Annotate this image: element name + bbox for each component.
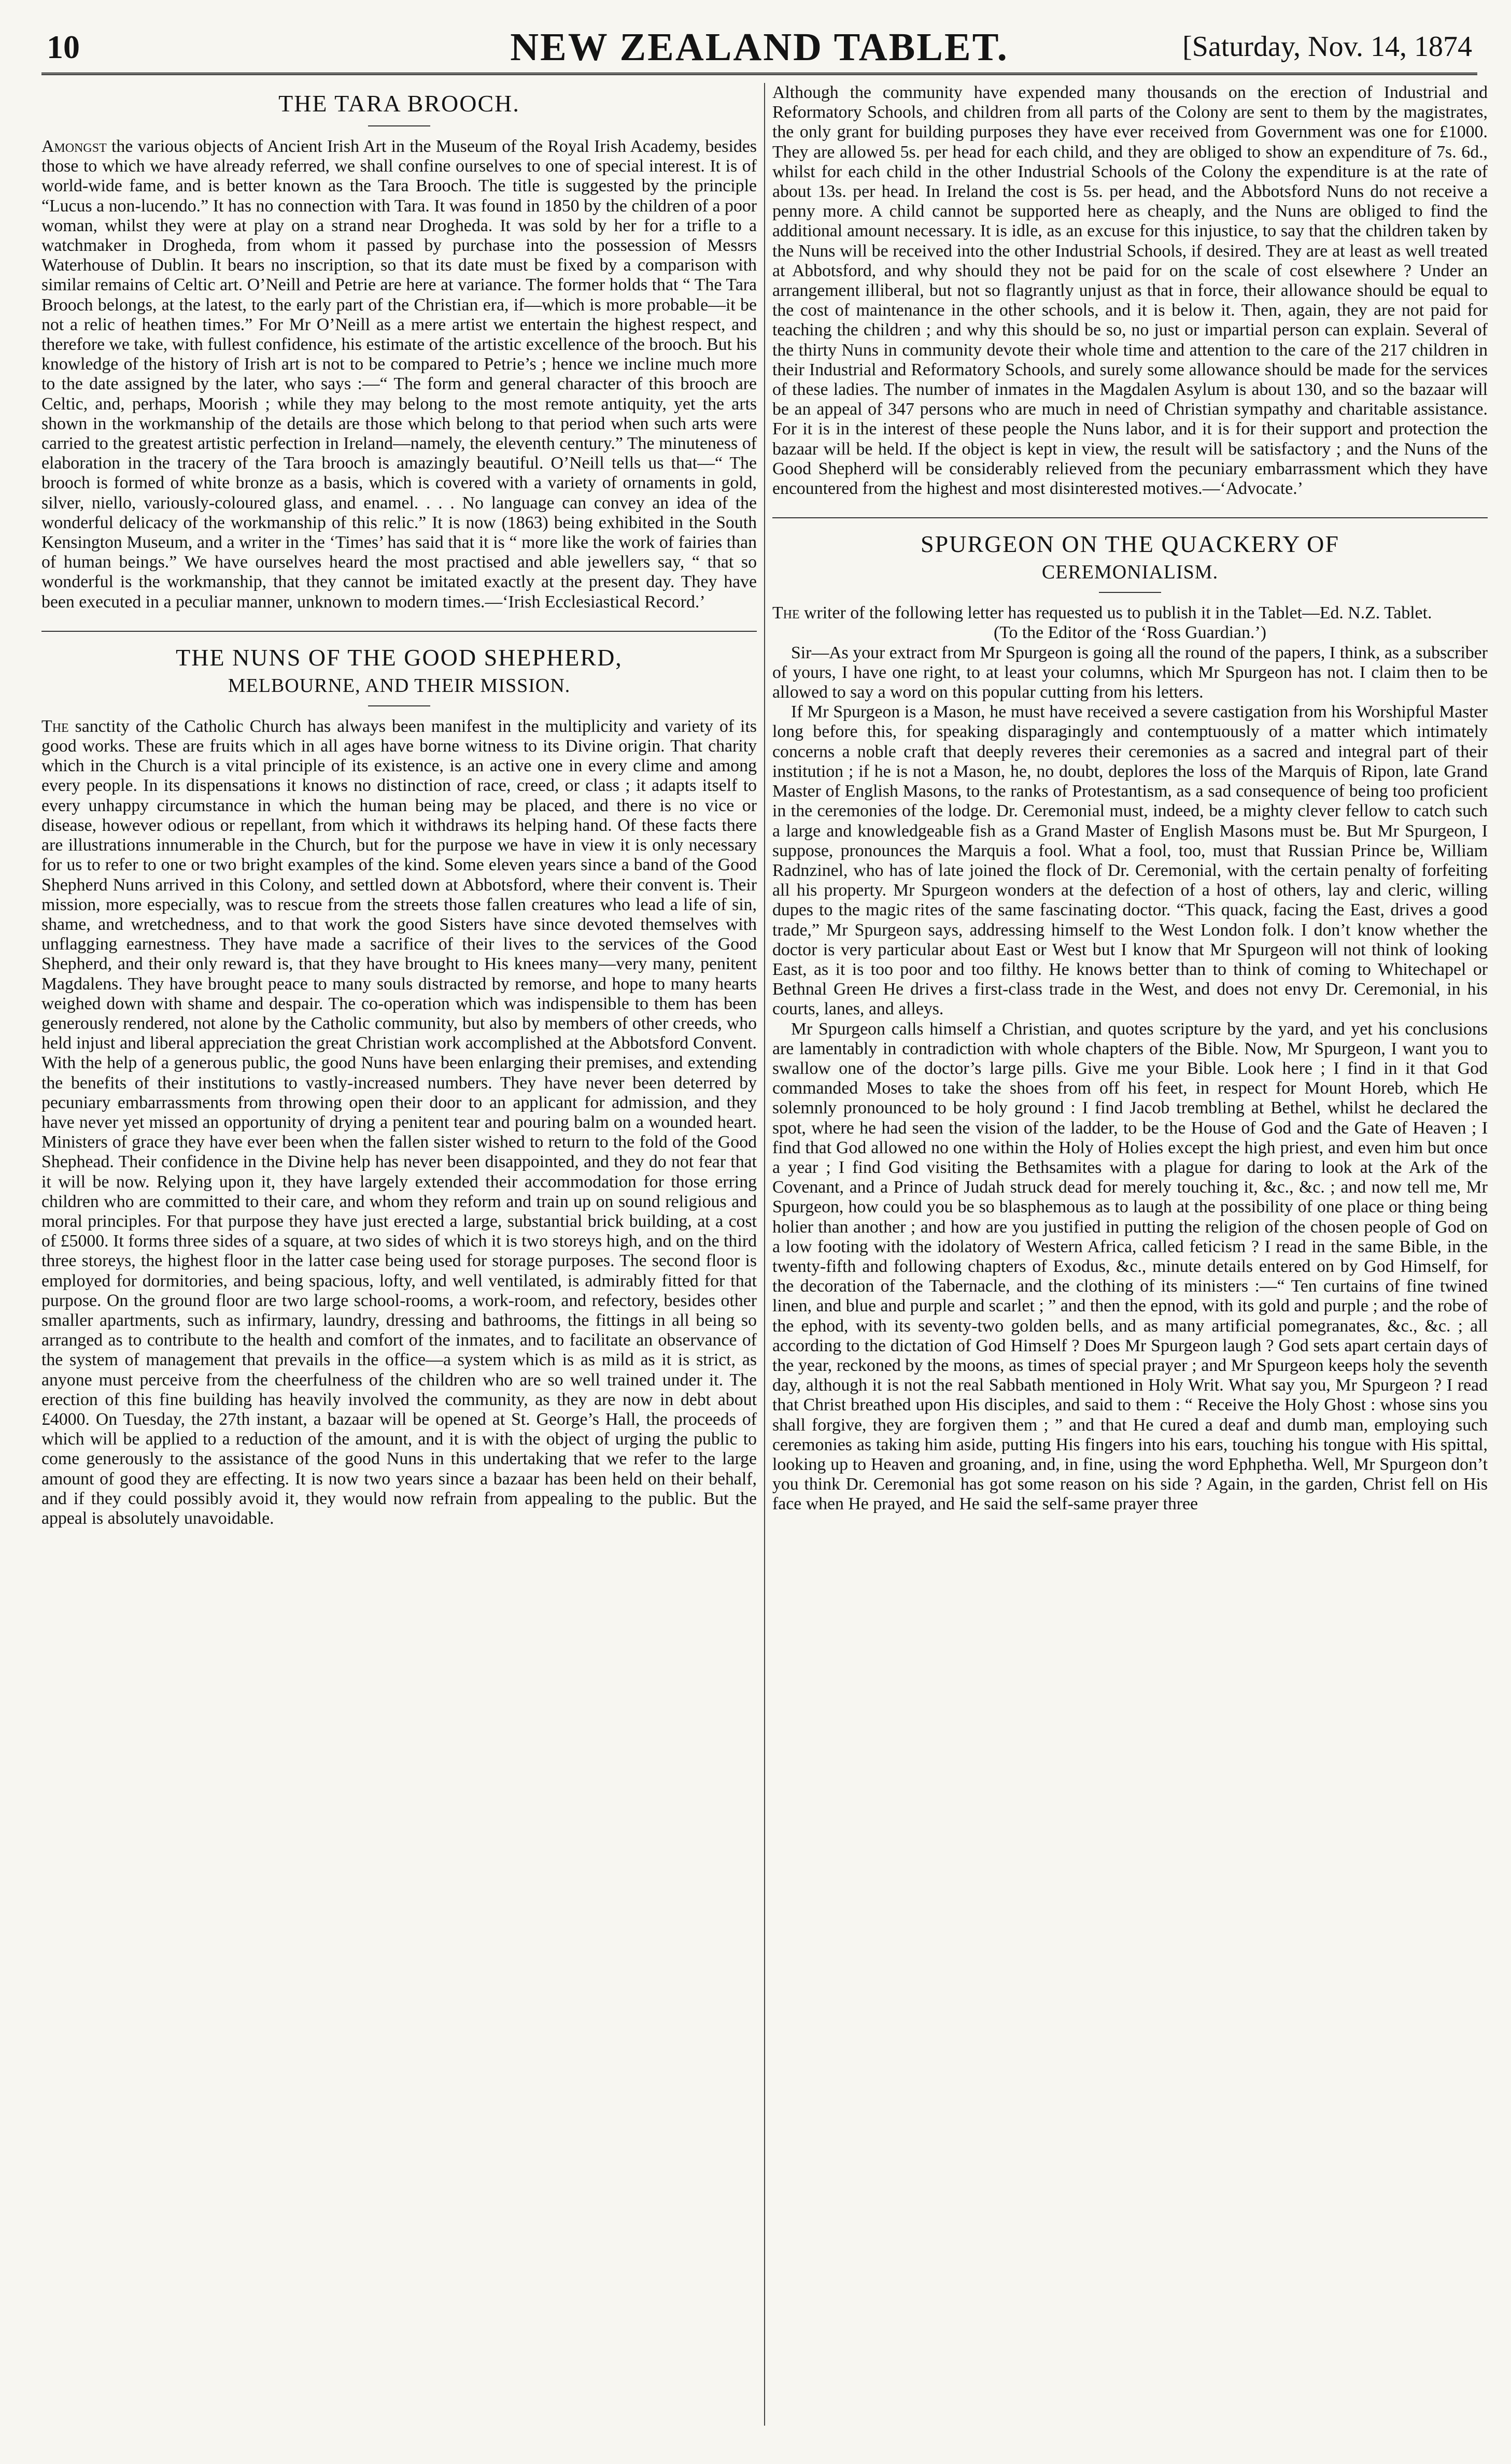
spurgeon-headline: SPURGEON ON THE QUACKERY OF [921,531,1339,558]
nuns-headline: THE NUNS OF THE GOOD SHEPHERD, [176,644,623,671]
section-divider [41,631,757,632]
masthead [41,21,1477,75]
section-divider [772,517,1488,518]
nuns-body-text: sanctity of the Catholic Church has always been manifest in the multiplicity and variety of its good works. These are fruits which in all ages have borne witness to its Divine origin. That charity which in the Church is a vital principle of its existence, is an active one in every clime and among every people. In its dispensations it knows no distinction of race, creed, or class ; it adapts itself to every unhappy circumstance in which the human being may be placed, and there is no vice or disease, however odious or repellant, from which it withdraws its helping hand. Of these facts there are illustrations innumerable in the Church, but for the purpose we have in view it is only necessary for us to refer to one or two bright examples of the kind. Some eleven years since a band of the Good Shepherd Nuns arrived in this Colony, and settled down at Abbotsford, where their convent is. Their mission, more especially, was to rescue from the streets those fallen creatures who lead a life of sin, shame, and wretchedness, and to that work the good Sisters have since devoted themselves with unflagging earnestness. They have made a sacrifice of their lives to the services of the Good Shepherd, and their only reward is, that they have brought to His knees many—very many, penitent Magdalens. They have brought peace to many souls distracted by remorse, and hope to many hearts weighed down with shame and despair. The co-operation which was indispensible to them has been generously rendered, not alone by the Catholic community, but also by members of other creeds, who held injust and liberal appreciation the great Christian work accomplished at the Abbotsford Convent. With the help of a generous public, the good Nuns have been enlarging their premises, and extending the benefits of their institutions to vastly-increased numbers. They have never been deterred by pecuniary embarrassments from throwing open their door to an applicant for admission, and they have never yet missed an opportunity of drying a penitent tear and pouring balm on a wounded heart. Ministers of grace they have ever been when the fallen sister wished to return to the fold of the Good Shephead. Their confidence in the Divine help has never been disappointed, and they do not fear that it will be now. Relying upon it, they have largely extended their accommodation for those erring children who are committed to their care, and whom they reform and train up on sound religious and moral principles. For that purpose they have just erected a large, substantial brick building, at a cost of £5000. It forms three sides of a square, at two sides of which it is two storeys high, and on the third three storeys, the highest floor in the latter case being used for storage purposes. The second floor is employed for dormitories, and being spacious, lofty, and well ventilated, is admirably fitted for that purpose. On the ground floor are two large school-rooms, a work-room, and refectory, besides other smaller apartments, such as infirmary, laundry, dressing and bathrooms, the fittings in all being so arranged as to contribute to the health and comfort of the inmates, and to facilitate an observance of the system of management that prevails in the office—a system which is as mild as it is strict, as anyone must perceive from the cheerfulness of the children who are so well trained under it. The erection of this fine building has heavily involved the community, as they are now in debt about £4000. On Tuesday, the 27th instant, a bazaar will be opened at St. George’s Hall, the proceeds of which will be applied to a reduction of the amount, and it is with the object of urging the public to come generously to the assistance of the good Nuns in this undertaking that we refer to the large amount of good they are effecting. It is now two years since a bazaar has been held on their behalf, and if they could possibly avoid it, they would now refrain from appealing to the public. But the appeal is absolutely unavoidable. [41,716,757,1528]
spurgeon-intro-text: writer of the following letter has requested us to publish it in the Tablet—Ed. N.Z. Tablet. [804,603,1432,623]
spurgeon-intro-lead: The [772,603,800,623]
headline-rule [368,125,430,126]
nuns-continuation: Although the community have expended many thousands on the erection of Industrial and Reformatory Schools, and children from all parts of the Colony are sent to them by the magistrates, the only grant for building purposes they have ever received from Government was one for £1000. They are allowed 5s. per head for each child, and they are obliged to show an expenditure of 7s. 6d., whilst for each child in the other Industrial Schools of the Colony the expenditure is at the rate of about 13s. per head. In Ireland the cost is 5s. per head, and the Abbotsford Nuns do not receive a penny more. A child cannot be supported here as cheaply, and the Nuns are obliged to find the additional amount necessary. It is idle, as an excuse for this injustice, to say that the children taken by the Nuns will be received into the other Industrial Schools, if desired. They are at least as well treated at Abbotsford, and why should they not be paid for on the scale of cost elsewhere ? Under an arrangement illiberal, but not so flagrantly unjust as that in force, their allowance should be equal to the cost of maintenance in the other schools, and it is below it. Then, again, they are not paid for teaching the children ; and why this should be so, no just or impartial person can explain. Several of the thirty Nuns in community devote their whole time and attention to the care of the 217 children in their Industrial and Reformatory Schools, and surely some allowance should be made for the services of these ladies. The number of inmates in the Magdalen Asylum is about 130, and so the bazaar will be an appeal of 347 persons who are much in need of Christian sympathy and charitable assistance. For it is in the interest of these people the Nuns labor, and it is for their support and protection the bazaar will be held. If the object is kept in view, the result will be satisfactory ; and the Nuns of the Good Shepherd will be considerably relieved from the pecuniary embarrassment which they have encountered from the highest and most disinterested motives.—‘Advocate.’ [772,83,1488,499]
left-column [41,83,757,2436]
nuns-article-body [41,717,757,1528]
letter-paragraph: If Mr Spurgeon is a Mason, he must have received a severe castigation from his Worshipful Master long before this, for speaking disparagingly and contemptuously of a matter which intimately concerns a noble craft that deeply reveres their ceremonies as a sacred and integral part of their institution ; if he is not a Mason, he, no doubt, deplores the loss of the Marquis of Ripon, late Grand Master of English Masons, to the ranks of Protestantism, as a sad consequence of being too proficient in the ceremonies of the lodge. Dr. Ceremonial must, indeed, be a mighty clever fellow to catch such a large and knowledgeable fish as a Grand Master of English Masons must be. But Mr Spurgeon, I suppose, pronounces the Marquis a fool. What a fool, too, must that Russian Prince be, William Radnzinel, who has of late joined the flock of Dr. Ceremonial, with the certain penalty of forfeiting all his property. Mr Spurgeon wonders at the defection of a host of others, lay and cleric, willing dupes to the magic rites of the same fascinating doctor. “This quack, facing the East, drives a good trade,” Mr Spurgeon says, addressing himself to the West London folk. I don’t know whether the doctor is very particular about East or West but I know that Mr Spurgeon will not think of looking East, as it is too poor and too filthy. He knows better than to think of coming to Whitechapel or Bethnal Green He drives a first-class trade in the West, and does not envy Dr. Ceremonial, in his courts, lanes, and alleys. [772,702,1488,1019]
newspaper-title: NEW ZEALAND TABLET. [510,25,1009,69]
tara-headline: THE TARA BROOCH. [278,90,520,117]
tara-article-body [41,137,757,612]
letter-paragraph: Sir—As your extract from Mr Spurgeon is going all the round of the papers, I think, as a subscriber of yours, I have one right, to at least your columns, which Mr Spurgeon has not. I claim then to be allowed to say a word on this popular cutting from his letters. [772,643,1488,702]
spurgeon-subheadline: CEREMONIALISM. [1041,561,1219,584]
nuns-lead-word: The [41,716,69,736]
right-column [772,83,1488,2436]
tara-lead-word: Amongst [41,137,107,156]
letter-paragraph: Mr Spurgeon calls himself a Christian, and quotes scripture by the yard, and yet his conclusions are lamentably in contradiction with whole chapters of the Bible. Now, Mr Spurgeon, I want you to swallow one of the doctor’s large pills. Give me your Bible. Look here ; I find in it that God commanded Moses to take the shoes from off his feet, in respect for Mount Horeb, which He solemnly pronounced to be holy ground : I find Jacob trembling at Bethel, whilst he declared the spot, where he had seen the vision of the ladder, to be the House of God and the Gate of Heaven ; I find that God allowed no one within the Holy of Holies except the high priest, and even him but once a year ; I find God visiting the Bethsamites with a plague for daring to look at the Ark of the Covenant, and a Prince of Judah struck dead for merely touching it, &c., &c. ; and now tell me, Mr Spurgeon, how could you be so blasphemous as to laugh at the possibility of one place or thing being holier than another ; and how are you justified in putting the religion of the chosen people of God on a low footing with the idolatory of Western Africa, called feticism ? I read in the same Bible, in the twenty-fifth and following chapters of Exodus, &c., minute details entered on by God Himself, for the decoration of the Tabernacle, and the clothing of its ministers :—“ Ten curtains of fine twined linen, and blue and purple and scarlet ; ” and then the epnod, with its gold and purple ; and the robe of the ephod, with its seventy-two golden bells, and as many artificial pomegranates, &c., &c. ; all according to the dictation of God Himself ? Does Mr Spurgeon laugh ? God sets apart certain days of the year, reckoned by the moons, as times of special prayer ; and Mr Spurgeon keeps holy the seventh day, although it is not the real Sabbath mentioned in Holy Writ. What say you, Mr Spurgeon ? I read that Christ breathed upon His disciples, and said to them : “ Receive the Holy Ghost : whose sins you shall forgive, they are forgiven them ; ” and that He cured a deaf and dumb man, employing such ceremonies as taking him aside, putting His fingers into his ears, touching his tongue with His spittal, looking up to Heaven and groaning, and, in fine, using the word Ephphetha. Well, Mr Spurgeon don’t you think Dr. Ceremonial has got some reason on his side ? Again, in the garden, Christ fell on His face when He prayed, and He said the self-same prayer three [772,1019,1488,1514]
spurgeon-intro [772,603,1488,623]
headline-rule [1099,592,1161,593]
tara-body-text: the various objects of Ancient Irish Art in the Museum of the Royal Irish Academy, besides those to which we have already referred, we shall confine ourselves to one of special interest. It is of world-wide fame, and is better known as the Tara Brooch. The title is suggested by the principle “Lucus a non-lucendo.” It has no connection with Tara. It was found in 1850 by the children of a poor woman, whilst they were at play on a strand near Drogheda. It was sold by her for a trifle to a watchmaker in Drogheda, from whom it passed by purchase into the possession of Messrs Waterhouse of Dublin. It bears no inscription, so that its date must be fixed by a comparison with similar remains of Celtic art. O’Neill and Petrie are here at variance. The former holds that “ The Tara Brooch belongs, at the latest, to the early part of the Christian era, if—which is more probable—it be not a relic of heathen times.” For Mr O’Neill as a mere artist we entertain the highest respect, and therefore we take, with fullest confidence, his estimate of the artistic excellence of the brooch. But his knowledge of the history of Irish art is not to be compared to Petrie’s ; hence we incline much more to the date assigned by the later, who says :—“ The form and general character of this brooch are Celtic, and, perhaps, Moorish ; while they may belong to the most remote antiquity, yet the arts shown in the workmanship of the details are those which belong to that period when such arts were carried to the greatest artistic perfection in Ireland—namely, the eleventh century.” The minuteness of elaboration in the tracery of the Tara brooch is amazingly beautiful. O’Neill tells us that—“ The brooch is formed of white bronze as a basis, which is covered with a variety of ornaments in gold, silver, niello, variously-coloured glass, and enamel. . . . No language can convey an idea of the wonderful delicacy of the workmanship of this relic.” It is now (1863) being exhibited in the South Kensington Museum, and a writer in the ‘Times’ has said that it is “ more like the work of fairies than of human beings.” We have ourselves heard the most practised and able jewellers say, “ that so wonderful is the workmanship, that they cannot be imitated exactly at the present day. They have been executed in a peculiar manner, unknown to modern times.—‘Irish Ecclesiastical Record.’ [41,137,757,612]
issue-date: [Saturday, Nov. 14, 1874 [1182,31,1472,63]
letter-address-line: (To the Editor of the ‘Ross Guardian.’) [993,623,1267,643]
headline-rule [368,705,430,706]
nuns-subheadline: MELBOURNE, AND THEIR MISSION. [228,674,571,697]
column-rule [764,83,765,2426]
page-number: 10 [47,29,80,65]
